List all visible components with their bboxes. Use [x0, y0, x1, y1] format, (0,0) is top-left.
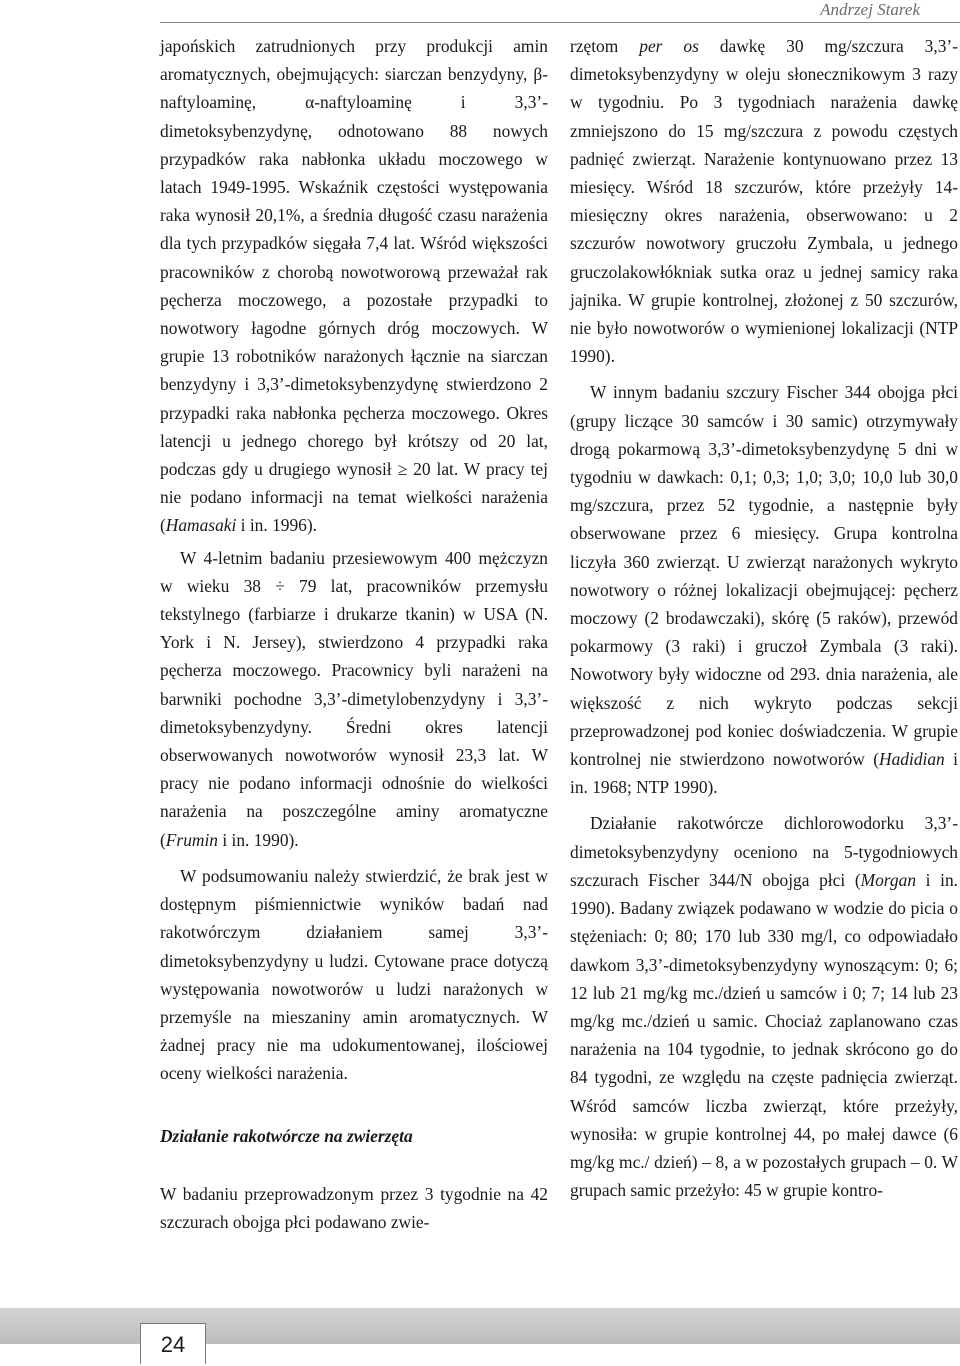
right-column [570, 32, 958, 1204]
paragraph: W podsumowaniu należy stwierdzić, że brak jest w dostępnym piśmiennictwie wyników badań nad rakotwórczym działaniem samej 3,3’-dimetoksybenzydyny u ludzi. Cytowane prace dotyczą występowania nowotworów u ludzi narażonych w przemyśle na mieszaniny amin aromatycznych. W żadnej pracy nie ma udokumentowanej, ilościowej oceny wielkości narażenia. [160, 865, 548, 1084]
latin-term: per os [639, 36, 699, 56]
citation-author: Hamasaki [165, 515, 237, 536]
paragraph: W badaniu przeprowadzonym przez 3 tygodnie na 42 szczurach obojga płci podawano zwie- [160, 1183, 548, 1232]
text: japońskich zatrudnionych przy produkcji amin aromatycznych, obejmujących: siarczan benzydyny, β-naftyloaminę, α-naftyloaminę i 3,3’-dimetoksybenzydynę, odnotowano 88 nowych przypadków raka nabłonka układu moczowego w latach 1949-1995. Wskaźnik częstości występowania raka wynosił 20,1%, a średnia długość czasu narażenia dla tych przypadków sięgała 7,4 lat. Wśród większości pracowników z chorobą nowotworową przeważał rak pęcherza moczowego, a pozostałe przypadki to nowotwory łagodne górnych dróg moczowych. W grupie 13 robotników narażonych łącznie na siarczan benzydyny i 3,3’-dimetoksybenzydynę stwierdzono 2 przypadki raka nabłonka pęcherza moczowego. Okres latencji u jednego chorego był krótszy od 20 lat, podczas gdy u drugiego wynosił [160, 36, 548, 480]
citation-author: Morgan [860, 869, 917, 890]
text: W 4-letnim badaniu przesiewowym 400 mężczyzn w wieku 38 ÷ 79 lat, pracowników przemysłu tekstylnego (farbiarze i drukarze tkanin) w USA (N. York i N. Jersey), stwierdzono 4 przypadki raka pęcherza moczowego. Pracownicy byli narażeni na barwniki pochodne 3,3’-dimetylobenzydyny i 3,3’-dimetoksybenzydyny. Średni okres latencji obserwowanych nowotworów wynosił 23,3 lat. W pracy nie podano informacji odnośnie do wielkości narażenia na poszczególne aminy aromatyczne ( [160, 547, 548, 850]
text: i in. 1990). [217, 829, 299, 850]
text: Działanie rakotwórcze dichlorowodorku 3,3’-dimetoksybenzydyny oceniono na 5-tygodniowych szczurach Fischer 344/N obojga płci ( [570, 813, 958, 890]
text: ≥ 20 lat. W pracy tej nie podano informacji na temat wielkości narażenia ( [160, 459, 548, 536]
citation-author: Hadidian [879, 749, 945, 770]
running-header-author: Andrzej Starek [820, 0, 920, 19]
page-number: 24 [140, 1323, 206, 1364]
paragraph [160, 544, 548, 854]
text: i in. 1996). [236, 515, 317, 536]
text: W innym badaniu szczury Fischer 344 obojga płci (grupy liczące 30 samców i 30 samic) otrzymywały drogą pokarmową 3,3’-dimetoksybenzydynę 5 dni w tygodniu w dawkach: 0,1; 0,3; 1,0; 3,0; 10,0 lub 30,0 mg/szczura, przez 52 tygodnie, a następnie były obserwowane przez 6 miesięcy. Grupa kontrolna liczyła 360 zwierząt. U zwierząt narażonych wykryto nowotwory o różnej lokalizacji obejmującej: pęcherz moczowy (2 brodawczaki), skórę (5 raków), przewód pokarmowy (3 raki) i gruczoł Zymbala (3 raki). Nowotwory były widoczne od 293. dnia narażenia, ale większość z nich wykryto podczas sekcji przeprowadzonej pod koniec doświadczenia. W grupie kontrolnej nie stwierdzono nowotworów ( [570, 382, 958, 770]
paragraph [570, 32, 958, 370]
paragraph [570, 378, 958, 801]
citation-author: Frumin [165, 829, 218, 850]
text: rzętom [570, 36, 640, 56]
text: dawkę 30 mg/szczura 3,3’-dimetoksybenzydyny w oleju słonecznikowym 3 razy w tygodniu. Po 3 tygodniach narażenia dawkę zmniejszono do 15 mg/szczura z powodu częstych padnięć zwierząt. Narażenie kontynuowano przez 13 miesięcy. Wśród 18 szczurów, które przeżyły 14-miesięczny okres narażenia, obserwowano: u 2 szczurów nowotwory gruczołu Zymbala, u jednego gruczolakowłókniak sutka oraz u jednej samicy raka jajnika. W grupie kontrolnej, złożonej z 50 szczurów, nie było nowotworów o wymienionej lokalizacji (NTP 1990). [570, 36, 958, 367]
paragraph [570, 809, 958, 1204]
text: i in. 1968; NTP 1990). [570, 749, 958, 798]
section-heading: Działanie rakotwórcze na zwierzęta [160, 1125, 413, 1146]
text: i in. 1990). Badany związek podawano w wodzie do picia o stężeniach: 0; 80; 170 lub 330 mg/l, co odpowiadało dawkom 3,3’-dimetoksybenzydyny wynoszącym: 0; 6; 12 lub 21 mg/kg mc./dzień u samców i 0; 7; 14 lub 23 mg/kg mc./dzień u samic. Chociaż zaplanowano czas narażenia na 104 tygodnie, to jednak skrócono go do 84 tygodni, ze względu na częste padnięcia zwierząt. Wśród samców liczba zwierząt, które przeżyły, wynosiła: w grupie kontrolnej 44, po małej dawce (6 mg/kg mc./ dzień) – 8, a w pozostałych grupach – 0. W grupach samic przeżyło: 45 w grupie kontro- [570, 869, 959, 1201]
paragraph [160, 32, 548, 540]
left-column [160, 32, 548, 1236]
header-rule [160, 22, 960, 23]
